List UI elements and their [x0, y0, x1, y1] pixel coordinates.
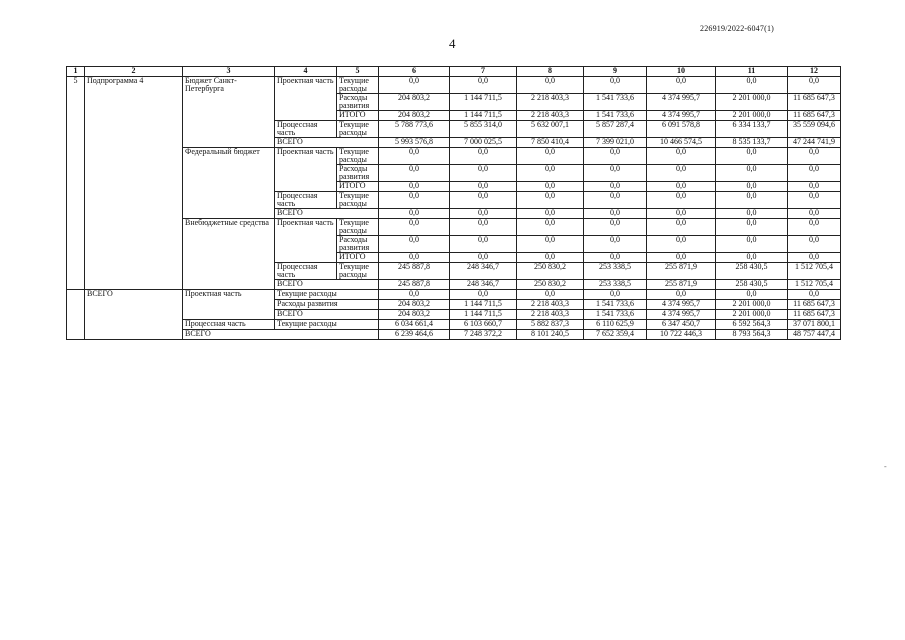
value-cell: 248 346,7 — [450, 263, 517, 280]
value-cell: 8 535 133,7 — [716, 138, 788, 148]
value-cell: 2 201 000,0 — [716, 310, 788, 320]
column-header: 9 — [584, 67, 647, 77]
value-cell: 35 559 094,6 — [788, 121, 841, 138]
value-cell: 0,0 — [647, 209, 716, 219]
cell-c4: ВСЕГО — [275, 209, 379, 219]
value-cell: 6 334 133,7 — [716, 121, 788, 138]
value-cell: 0,0 — [379, 209, 450, 219]
table-row — [67, 330, 841, 340]
value-cell: 0,0 — [647, 253, 716, 263]
cell-c5: ИТОГО — [337, 182, 379, 192]
column-header: 5 — [337, 67, 379, 77]
cell-c3: Бюджет Санкт-Петербурга — [183, 77, 275, 148]
table-row — [67, 290, 841, 300]
value-cell: 47 244 741,9 — [788, 138, 841, 148]
value-cell: 1 144 711,5 — [450, 94, 517, 111]
cell-c5: ИТОГО — [337, 111, 379, 121]
value-cell: 0,0 — [584, 236, 647, 253]
value-cell: 0,0 — [379, 219, 450, 236]
value-cell: 245 887,8 — [379, 263, 450, 280]
table-row — [67, 320, 841, 330]
cell-c1: 5 — [67, 77, 85, 290]
value-cell: 5 993 576,8 — [379, 138, 450, 148]
table-row — [67, 219, 841, 236]
value-cell: 253 338,5 — [584, 280, 647, 290]
value-cell: 0,0 — [450, 192, 517, 209]
value-cell: 0,0 — [379, 77, 450, 94]
value-cell: 4 374 995,7 — [647, 111, 716, 121]
value-cell: 0,0 — [716, 236, 788, 253]
cell-c3: Внебюджетные средства — [183, 219, 275, 290]
value-cell: 204 803,2 — [379, 300, 450, 310]
column-header: 4 — [275, 67, 337, 77]
table-header-row — [67, 67, 841, 77]
cell-c4: Проектная часть — [275, 148, 337, 192]
value-cell: 0,0 — [788, 192, 841, 209]
value-cell: 6 091 578,8 — [647, 121, 716, 138]
cell-c4: Проектная часть — [275, 77, 337, 121]
value-cell: 0,0 — [379, 253, 450, 263]
value-cell: 0,0 — [450, 77, 517, 94]
value-cell: 204 803,2 — [379, 94, 450, 111]
cell-c4: Процессная часть — [275, 121, 337, 138]
value-cell: 2 218 403,3 — [517, 111, 584, 121]
value-cell: 0,0 — [647, 219, 716, 236]
value-cell: 1 541 733,6 — [584, 111, 647, 121]
value-cell: 248 346,7 — [450, 280, 517, 290]
cell-c4: ВСЕГО — [275, 138, 379, 148]
column-header: 11 — [716, 67, 788, 77]
value-cell: 6 239 464,6 — [379, 330, 450, 340]
cell-c4: Процессная часть — [275, 192, 337, 209]
value-cell: 0,0 — [788, 77, 841, 94]
value-cell: 0,0 — [716, 148, 788, 165]
value-cell: 0,0 — [716, 192, 788, 209]
value-cell: 1 144 711,5 — [450, 310, 517, 320]
value-cell: 0,0 — [450, 165, 517, 182]
table-row — [67, 148, 841, 165]
value-cell: 0,0 — [584, 182, 647, 192]
value-cell: 7 652 359,4 — [584, 330, 647, 340]
cell-c4: Процессная часть — [275, 263, 337, 280]
cell-c5: Текущие расходы — [337, 121, 379, 138]
value-cell: 8 793 564,3 — [716, 330, 788, 340]
value-cell: 48 757 447,4 — [788, 330, 841, 340]
value-cell: 0,0 — [517, 192, 584, 209]
value-cell: 0,0 — [647, 148, 716, 165]
value-cell: 0,0 — [584, 253, 647, 263]
cell-c4: Проектная часть — [275, 219, 337, 263]
value-cell: 0,0 — [517, 165, 584, 182]
value-cell: 0,0 — [517, 77, 584, 94]
cell-c4: ВСЕГО — [275, 310, 379, 320]
value-cell: 0,0 — [647, 77, 716, 94]
value-cell: 0,0 — [450, 290, 517, 300]
cell-c5: Расходы развития — [337, 94, 379, 111]
value-cell: 0,0 — [450, 253, 517, 263]
value-cell: 1 541 733,6 — [584, 94, 647, 111]
cell-c5: Расходы развития — [337, 165, 379, 182]
value-cell: 0,0 — [647, 182, 716, 192]
value-cell: 0,0 — [517, 253, 584, 263]
cell-c4: Текущие расходы — [275, 320, 379, 330]
column-header: 10 — [647, 67, 716, 77]
value-cell: 0,0 — [584, 290, 647, 300]
value-cell: 0,0 — [647, 165, 716, 182]
value-cell: 0,0 — [584, 148, 647, 165]
page-number: 4 — [449, 36, 456, 51]
value-cell: 6 110 625,9 — [584, 320, 647, 330]
value-cell: 0,0 — [517, 209, 584, 219]
cell-c5: ИТОГО — [337, 253, 379, 263]
column-header: 6 — [379, 67, 450, 77]
value-cell: 0,0 — [517, 219, 584, 236]
cell-c5: Текущие расходы — [337, 192, 379, 209]
value-cell: 37 071 800,1 — [788, 320, 841, 330]
value-cell: 253 338,5 — [584, 263, 647, 280]
value-cell: 2 201 000,0 — [716, 300, 788, 310]
value-cell: 6 347 450,7 — [647, 320, 716, 330]
value-cell: 10 722 446,3 — [647, 330, 716, 340]
value-cell: 250 830,2 — [517, 263, 584, 280]
value-cell: 0,0 — [716, 253, 788, 263]
value-cell: 0,0 — [517, 148, 584, 165]
value-cell: 4 374 995,7 — [647, 300, 716, 310]
value-cell: 0,0 — [517, 290, 584, 300]
value-cell: 5 632 007,1 — [517, 121, 584, 138]
value-cell: 2 218 403,3 — [517, 310, 584, 320]
value-cell: 11 685 647,3 — [788, 111, 841, 121]
value-cell: 0,0 — [788, 290, 841, 300]
value-cell: 0,0 — [379, 182, 450, 192]
document-id: 226919/2022-6047(1) — [700, 24, 775, 33]
cell-c3: Федеральный бюджет — [183, 148, 275, 219]
table-row — [67, 77, 841, 94]
value-cell: 0,0 — [379, 165, 450, 182]
value-cell: 0,0 — [716, 290, 788, 300]
column-header: 12 — [788, 67, 841, 77]
cell-c4: Расходы развития — [275, 300, 379, 310]
value-cell: 0,0 — [647, 192, 716, 209]
value-cell: 11 685 647,3 — [788, 300, 841, 310]
value-cell: 7 399 021,0 — [584, 138, 647, 148]
value-cell: 5 855 314,0 — [450, 121, 517, 138]
value-cell: 250 830,2 — [517, 280, 584, 290]
value-cell: 0,0 — [584, 77, 647, 94]
cell-c5: Текущие расходы — [337, 219, 379, 236]
value-cell: 0,0 — [517, 236, 584, 253]
value-cell: 11 685 647,3 — [788, 310, 841, 320]
value-cell: 1 512 705,4 — [788, 280, 841, 290]
value-cell: 5 857 287,4 — [584, 121, 647, 138]
value-cell: 6 592 564,3 — [716, 320, 788, 330]
value-cell: 2 218 403,3 — [517, 94, 584, 111]
value-cell: 258 430,5 — [716, 280, 788, 290]
value-cell: 6 034 661,4 — [379, 320, 450, 330]
value-cell: 5 788 773,6 — [379, 121, 450, 138]
cell-c2: Подпрограмма 4 — [85, 77, 183, 290]
value-cell: 0,0 — [716, 182, 788, 192]
cell-c5: Расходы развития — [337, 236, 379, 253]
cell-c5: Текущие расходы — [337, 148, 379, 165]
value-cell: 1 512 705,4 — [788, 263, 841, 280]
value-cell: 2 201 000,0 — [716, 111, 788, 121]
column-header: 8 — [517, 67, 584, 77]
value-cell: 5 882 837,3 — [517, 320, 584, 330]
value-cell: 0,0 — [788, 209, 841, 219]
value-cell: 6 103 660,7 — [450, 320, 517, 330]
column-header: 2 — [85, 67, 183, 77]
value-cell: 11 685 647,3 — [788, 94, 841, 111]
cell-c5: Текущие расходы — [337, 263, 379, 280]
value-cell: 8 101 240,5 — [517, 330, 584, 340]
value-cell: 0,0 — [584, 192, 647, 209]
value-cell: 0,0 — [450, 209, 517, 219]
value-cell: 4 374 995,7 — [647, 94, 716, 111]
value-cell: 258 430,5 — [716, 263, 788, 280]
value-cell: 7 248 372,2 — [450, 330, 517, 340]
value-cell: 0,0 — [379, 148, 450, 165]
value-cell: 2 201 000,0 — [716, 94, 788, 111]
value-cell: 0,0 — [379, 192, 450, 209]
value-cell: 0,0 — [788, 165, 841, 182]
value-cell: 0,0 — [584, 209, 647, 219]
value-cell: 255 871,9 — [647, 280, 716, 290]
value-cell: 0,0 — [716, 165, 788, 182]
cell-c4: Текущие расходы — [275, 290, 379, 300]
value-cell: 0,0 — [450, 219, 517, 236]
value-cell: 0,0 — [379, 290, 450, 300]
value-cell: 7 000 025,5 — [450, 138, 517, 148]
value-cell: 0,0 — [788, 182, 841, 192]
cell-c4: ВСЕГО — [275, 280, 379, 290]
value-cell: 0,0 — [379, 236, 450, 253]
value-cell: 7 850 410,4 — [517, 138, 584, 148]
value-cell: 1 541 733,6 — [584, 300, 647, 310]
cell-c2: ВСЕГО — [85, 290, 183, 340]
cell-c3: Проектная часть — [183, 290, 275, 320]
cell-c5: Текущие расходы — [337, 77, 379, 94]
value-cell: 0,0 — [788, 148, 841, 165]
value-cell: 0,0 — [647, 236, 716, 253]
value-cell: 0,0 — [788, 236, 841, 253]
value-cell: 0,0 — [647, 290, 716, 300]
value-cell: 245 887,8 — [379, 280, 450, 290]
value-cell: 0,0 — [584, 165, 647, 182]
value-cell: 0,0 — [788, 219, 841, 236]
value-cell: 0,0 — [517, 182, 584, 192]
value-cell: 255 871,9 — [647, 263, 716, 280]
value-cell: 0,0 — [716, 219, 788, 236]
cell-c3: ВСЕГО — [183, 330, 379, 340]
value-cell: 0,0 — [450, 182, 517, 192]
value-cell: 0,0 — [716, 77, 788, 94]
column-header: 3 — [183, 67, 275, 77]
value-cell: 0,0 — [584, 219, 647, 236]
value-cell: 204 803,2 — [379, 310, 450, 320]
value-cell: 0,0 — [716, 209, 788, 219]
budget-table — [66, 66, 841, 340]
column-header: 1 — [67, 67, 85, 77]
value-cell: 1 144 711,5 — [450, 300, 517, 310]
value-cell: 1 144 711,5 — [450, 111, 517, 121]
value-cell: 2 218 403,3 — [517, 300, 584, 310]
value-cell: 1 541 733,6 — [584, 310, 647, 320]
cell-c3: Процессная часть — [183, 320, 275, 330]
value-cell: 10 466 574,5 — [647, 138, 716, 148]
value-cell: 0,0 — [788, 253, 841, 263]
cell-c1 — [67, 290, 85, 340]
column-header: 7 — [450, 67, 517, 77]
scan-mark: - — [884, 462, 887, 471]
value-cell: 204 803,2 — [379, 111, 450, 121]
value-cell: 0,0 — [450, 236, 517, 253]
value-cell: 4 374 995,7 — [647, 310, 716, 320]
value-cell: 0,0 — [450, 148, 517, 165]
